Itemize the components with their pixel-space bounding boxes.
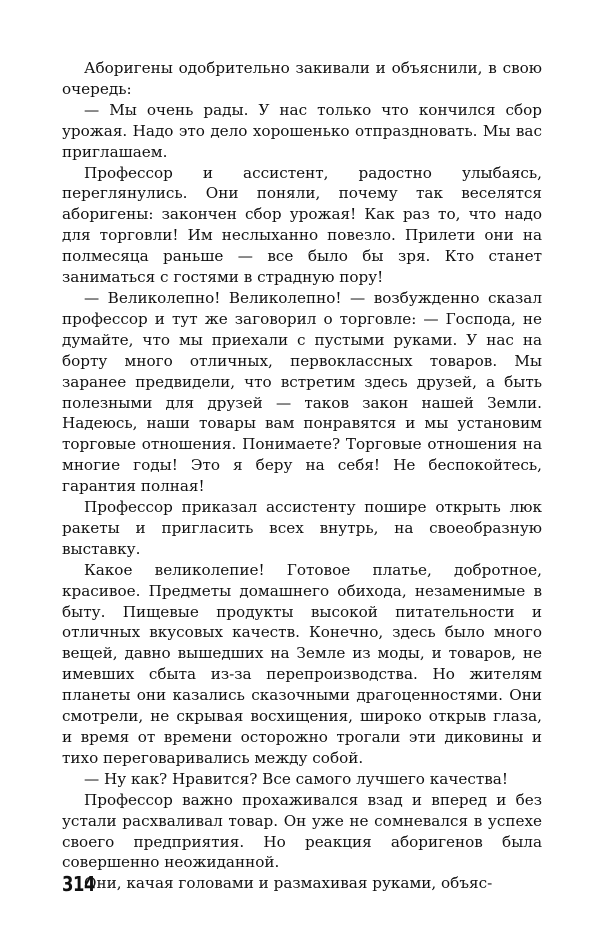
paragraph-7: — Ну как? Нравится? Все самого лучшего качества! xyxy=(84,769,508,788)
paragraph-5: Профессор приказал ассистенту пошире открыть люк ракеты и пригласить всех внутрь, на своеобразную выставку. xyxy=(62,498,542,558)
page-number: 314 xyxy=(62,872,96,896)
paragraph-8: Профессор важно прохаживался взад и вперед и без устали расхваливал товар. Он уже не сомневался в успехе своего предприятия. Но реакция аборигенов была совершенно неожиданной. xyxy=(62,790,542,872)
paragraph-3: Профессор и ассистент, радостно улыбаясь, переглянулись. Они поняли, почему так веселятся аборигены: закончен сбор урожая! Как раз то, что надо для торговли! Им неслыханно повезло. Прилети они на полмесяца раньше — все было бы зря. Кто станет заниматься с гостями в страдную пору! xyxy=(62,163,542,287)
paragraph-2: — Мы очень рады. У нас только что кончился сбор урожая. Надо это дело хорошенько отпраздновать. Мы вас приглашаем. xyxy=(62,100,542,161)
paragraph-6: Какое великолепие! Готовое платье, добротное, красивое. Предметы домашнего обихода, незаменимые в быту. Пищевые продукты высокой питательности и отличных вкусовых качеств. Конечно, здесь было много вещей, давно вышедших на Земле из моды, и товаров, не имевших сбыта из-за перепроизводства. Но жителям планеты они казались сказочными драгоценностями. Они смотрели, не скрывая восхищения, широко открыв глаза, и время от времени осторожно трогали эти диковины и тихо переговаривались между собой. xyxy=(62,560,542,767)
page-text xyxy=(62,58,542,894)
paragraph-1: Аборигены одобрительно закивали и объяснили, в свою очередь: xyxy=(62,59,542,98)
paragraph-4: — Великолепно! Великолепно! — возбужденно сказал профессор и тут же заговорил о торговле: — Господа, не думайте, что мы приехали с пустыми руками. У нас на борту много отличных, первоклассных товаров. Мы заранее предвидели, что встретим здесь друзей, а быть полезными для друзей — таков закон нашей Земли. Надеюсь, наши товары вам понравятся и мы установим торговые отношения. Понимаете? Торговые отношения на многие годы! Это я беру на себя! Не беспокойтесь, гарантия полная! xyxy=(62,288,542,496)
paragraph-9: Они, качая головами и размахивая руками, объяс- xyxy=(84,874,493,893)
